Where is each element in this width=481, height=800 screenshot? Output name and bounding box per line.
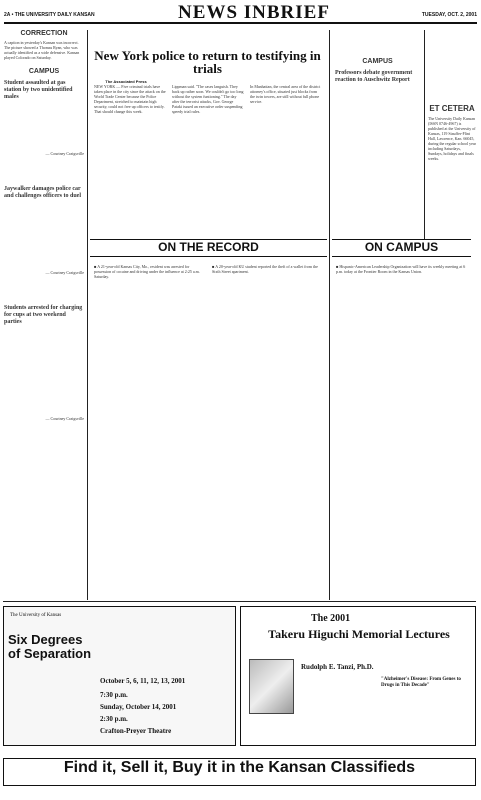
theatre-ad <box>3 606 236 746</box>
et-cetera-title: ET CETERA <box>429 104 475 113</box>
on-campus-banner: ON CAMPUS <box>332 239 471 257</box>
story3-byline: — Courtney Craigsville <box>45 416 84 421</box>
lecture-year: The 2001 <box>311 613 351 624</box>
lecture-series-title: Takeru Higuchi Memorial Lectures <box>268 627 450 641</box>
page-title: NEWS INBRIEF <box>178 2 330 23</box>
theatre-presenter: The University of Kansas <box>10 613 62 618</box>
campus-heading-right: CAMPUS <box>362 58 393 65</box>
issue-date: TUESDAY, OCT. 2, 2001 <box>421 12 477 18</box>
story1-headline: Student assaulted at gas station by two unidentified males <box>4 80 73 100</box>
on-the-record-column-1: ■ A 21-year-old Kansas City, Mo., resident was arrested for possession of cocaine and driving under the influence at 2:25 a.m. Saturday. <box>94 264 200 279</box>
et-cetera-sidebar <box>428 104 476 234</box>
et-cetera-text: The University Daily Kansan (ISSN 0746-4967) is published at the University of Kansas, 119 Stauffer-Flint Hall, Lawrence, Kan. 66045, during the regular school year including Saturdays, Sundays, holidays and finals weeks. <box>428 116 476 161</box>
on-campus-text: ■ Hispanic-American Leadership Organization will have its weekly meeting at 6 p.m. today at the Frontier Room in the Kansas Union. <box>336 264 466 274</box>
theatre-dates: October 5, 6, 11, 12, 13, 2001 <box>100 677 186 685</box>
correction-heading: CORRECTION <box>20 30 68 37</box>
main-story-column-2: Lippman said. "The cases languish. They back up rather soon. We couldn't go too long without the system funtioning." The day after the terrorist attacks, Gov. George Pataki issued an executive order suspending speedy trial rules. <box>172 84 244 114</box>
theatre-venue: Crafton-Preyer Theatre <box>100 727 172 735</box>
story1-byline: — Courtney Craigsville <box>45 151 84 156</box>
on-the-record-banner: ON THE RECORD <box>90 239 327 257</box>
correction-text: A caption in yesterday's Kansan was incorrect. The picture showed a Thomas Ryan, who was actually identified as a wide defensive. Kansan played Colorado on Saturday. <box>4 40 80 60</box>
main-story-column-1: NEW YORK — Five criminal trials have taken place in the city since the attack on the World Trade Center because the Police Department, stretched to maintain high security, could not free up officers to testify. That should change this week. <box>94 84 166 114</box>
main-story-column-3: In Manhattan, the central area of the district attorney's office, situated just blocks from the twin towers, are still without full phone service. <box>250 84 321 104</box>
story3-headline: Students arrested for charging for cups at two weekend parties <box>4 305 83 325</box>
right-campus-column <box>335 58 420 228</box>
right-story-headline: Professors debate government reaction to Auschwitz Report <box>335 70 413 83</box>
column-divider-right <box>424 30 425 240</box>
on-the-record-column-2: ■ A 20-year-old KU student reported the theft of a wallet from the Sixth Street apartment. <box>212 264 318 274</box>
main-story-headline: New York police to return to testifying in trials <box>94 48 321 76</box>
left-news-column <box>4 30 84 595</box>
speaker-photo <box>249 659 294 714</box>
theatre-sunday-date: Sunday, October 14, 2001 <box>100 703 177 711</box>
story2-byline: — Courtney Craigsville <box>45 270 84 275</box>
classifieds-banner: Find it, Sell it, Buy it in the Kansan Classifieds <box>3 758 476 786</box>
story2-headline: Jaywalker damages police car and challenges officers to duel <box>4 186 81 199</box>
campus-heading-left: CAMPUS <box>28 68 60 75</box>
lecture-speaker: Rudolph E. Tanzi, Ph.D. <box>301 663 374 671</box>
page-label: 2A • THE UNIVERSITY DAILY KANSAN <box>4 12 95 18</box>
lecture-title: "Alzheimer's Disease: From Genes to Drugs in This Decade" <box>381 677 461 688</box>
theatre-time-1: 7:30 p.m. <box>100 691 128 699</box>
column-divider-left <box>87 30 88 600</box>
masthead <box>4 4 477 24</box>
theatre-time-2: 2:30 p.m. <box>100 715 128 723</box>
column-divider-main <box>329 30 330 600</box>
ads-divider <box>3 601 476 602</box>
theatre-show-title: Six Degrees of Separation <box>8 632 92 661</box>
main-story-byline: The Associated Press <box>105 79 147 84</box>
